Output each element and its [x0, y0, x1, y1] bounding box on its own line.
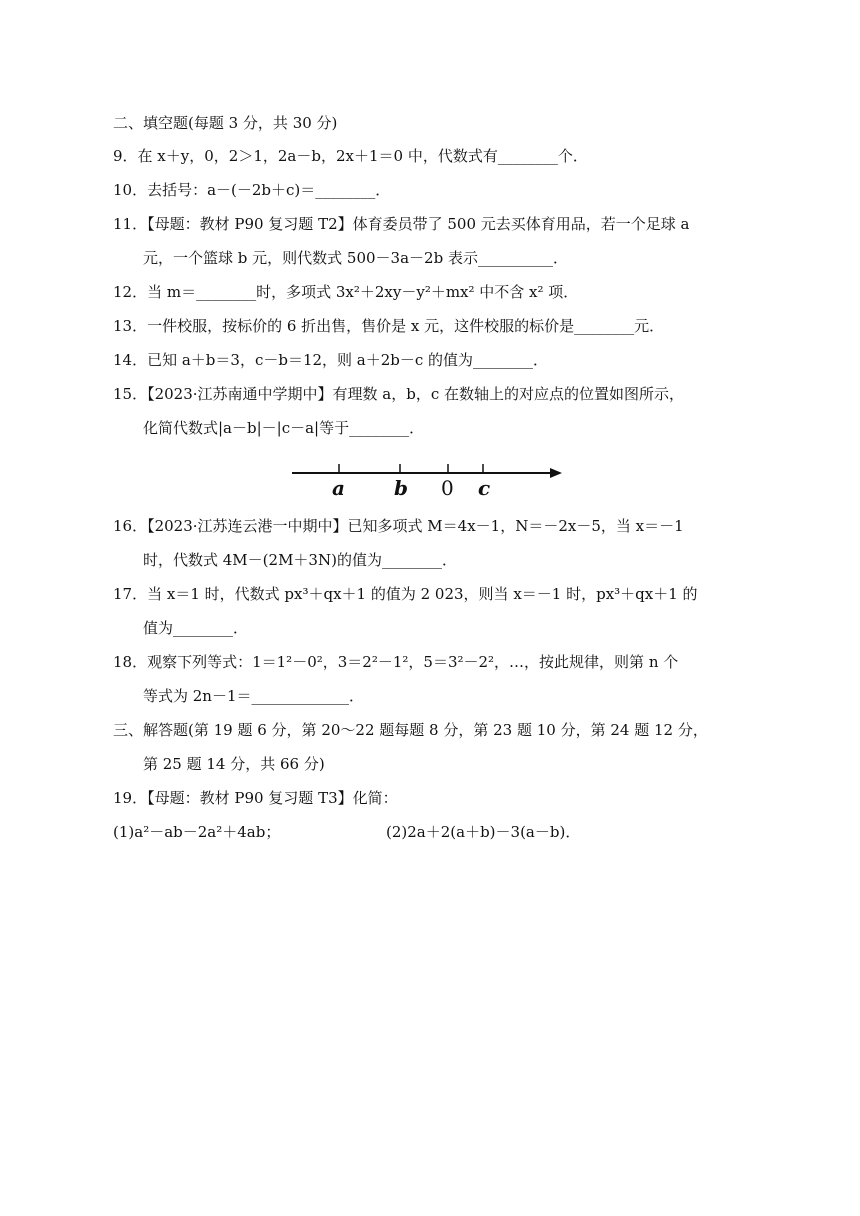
- section-heading-solutions-line2: 第 25 题 14 分，共 66 分): [143, 755, 325, 773]
- question-18-line1: 18．观察下列等式：1＝1²－0²，3＝2²－1²，5＝3²－2²，…，按此规律，则第 n 个: [113, 653, 679, 671]
- section-heading-fill-in: 二、填空题(每题 3 分，共 30 分): [113, 114, 338, 132]
- question-17-line2: 值为________．: [143, 619, 249, 637]
- question-9: 9．在 x＋y，0，2＞1，2a－b，2x＋1＝0 中，代数式有________个．: [113, 147, 588, 165]
- question-11-line1: 11．【母题：教材 P90 复习题 T2】体育委员带了 500 元去买体育用品，若一个足球 a: [113, 215, 690, 233]
- label-c: c: [478, 476, 491, 500]
- question-19-part2: (2)2a＋2(a＋b)－3(a－b)．: [386, 823, 581, 841]
- question-11-line2: 元，一个篮球 b 元，则代数式 500－3a－2b 表示__________．: [143, 249, 568, 267]
- question-16-line1: 16．【2023·江苏连云港一中期中】已知多项式 M＝4x－1，N＝－2x－5，当 x＝－1: [113, 517, 684, 535]
- question-12: 12．当 m＝________时，多项式 3x²＋2xy－y²＋mx² 中不含 x² 项．: [113, 283, 579, 301]
- question-16-line2: 时，代数式 4M－(2M＋3N)的值为________．: [143, 551, 457, 569]
- number-line-figure: [290, 455, 570, 500]
- question-18-line2: 等式为 2n－1＝_____________．: [143, 687, 365, 705]
- question-19-part1: (1)a²－ab－2a²＋4ab；: [113, 823, 281, 841]
- question-10: 10．去括号：a－(－2b＋c)＝________．: [113, 181, 391, 199]
- section-heading-solutions-line1: 三、解答题(第 19 题 6 分，第 20～22 题每题 8 分，第 23 题 10 分，第 24 题 12 分，: [113, 721, 708, 739]
- label-a: a: [332, 476, 345, 500]
- question-19: 19．【母题：教材 P90 复习题 T3】化简：: [113, 789, 398, 807]
- question-15-line1: 15．【2023·江苏南通中学期中】有理数 a，b，c 在数轴上的对应点的位置如图所示，: [113, 385, 685, 403]
- question-17-line1: 17．当 x＝1 时，代数式 px³＋qx＋1 的值为 2 023，则当 x＝－1 时，px³＋qx＋1 的: [113, 585, 698, 603]
- question-14: 14．已知 a＋b＝3，c－b＝12，则 a＋2b－c 的值为________．: [113, 351, 549, 369]
- question-13: 13．一件校服，按标价的 6 折出售，售价是 x 元，这件校服的标价是________元．: [113, 317, 665, 335]
- number-line-arrow: [550, 468, 562, 478]
- label-b: b: [394, 476, 408, 500]
- question-15-line2: 化简代数式|a－b|－|c－a|等于________．: [143, 419, 425, 437]
- label-0: 0: [441, 476, 454, 500]
